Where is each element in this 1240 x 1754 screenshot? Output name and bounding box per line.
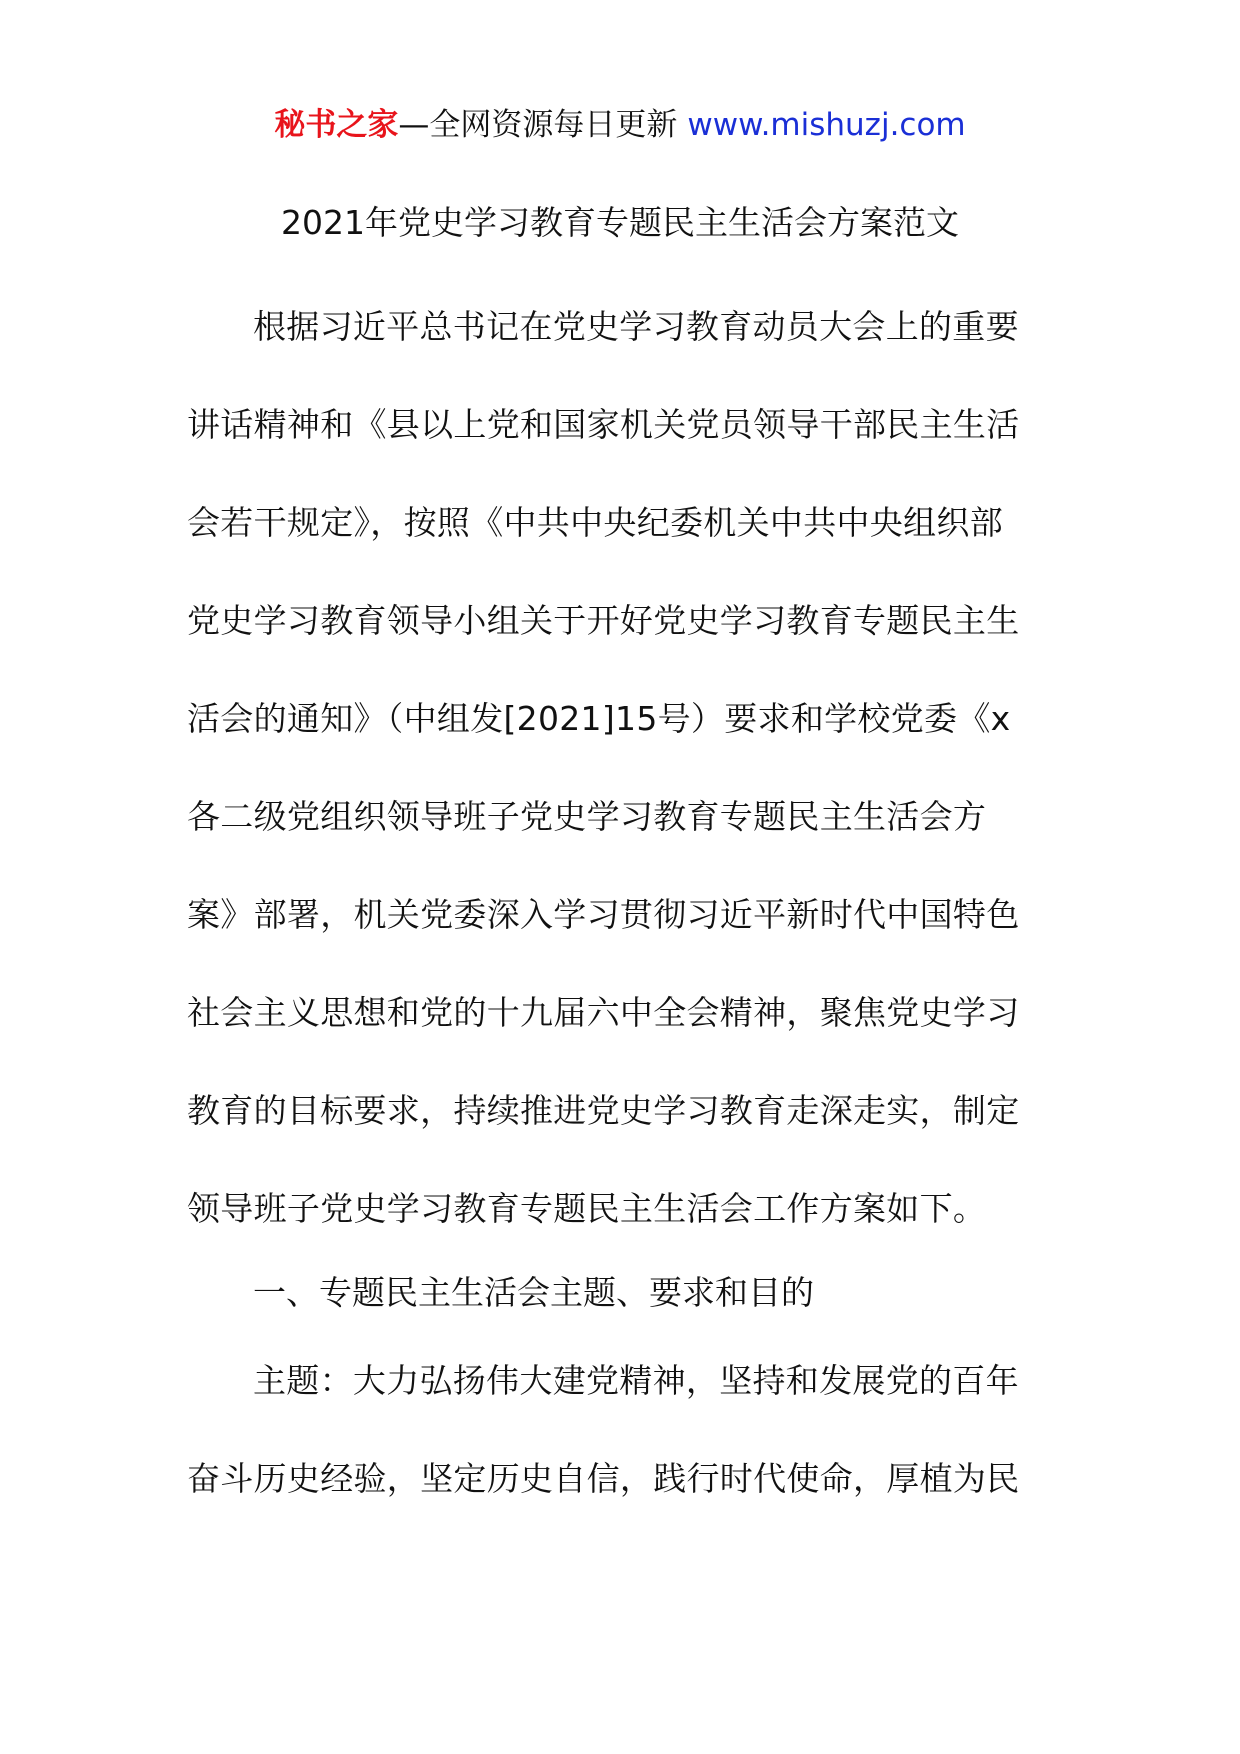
paragraph-line: 领导班子党史学习教育专题民主生活会工作方案如下。 xyxy=(187,1189,987,1228)
paragraph-line: 教育的目标要求，持续推进党史学习教育走深走实，制定 xyxy=(187,1091,1020,1130)
site-brand: 秘书之家 xyxy=(274,107,399,143)
paragraph-line: 奋斗历史经验，坚定历史自信，践行时代使命，厚植为民 xyxy=(187,1459,1020,1498)
site-tagline: —全网资源每日更新 xyxy=(398,107,678,143)
site-header xyxy=(0,100,1240,150)
section-heading-1: 一、专题民主生活会主题、要求和目的 xyxy=(253,1273,814,1312)
paragraph-1 xyxy=(187,302,1055,1282)
paragraph-2 xyxy=(187,1356,1055,1552)
paragraph-line: 党史学习教育领导小组关于开好党史学习教育专题民主生 xyxy=(187,601,1020,640)
paragraph-line: 各二级党组织领导班子党史学习教育专题民主生活会方 xyxy=(187,797,987,836)
paragraph-line: 活会的通知》（中组发[2021]15号）要求和学校党委《x xyxy=(187,699,1011,738)
paragraph-line: 社会主义思想和党的十九届六中全会精神，聚焦党史学习 xyxy=(187,993,1020,1032)
paragraph-line: 讲话精神和《县以上党和国家机关党员领导干部民主生活 xyxy=(187,405,1020,444)
paragraph-line: 主题：大力弘扬伟大建党精神，坚持和发展党的百年 xyxy=(253,1361,1019,1400)
paragraph-line: 案》部署，机关党委深入学习贯彻习近平新时代中国特色 xyxy=(187,895,1020,934)
document-title: 2021年党史学习教育专题民主生活会方案范文 xyxy=(281,203,959,242)
paragraph-line: 会若干规定》，按照《中共中央纪委机关中共中央组织部 xyxy=(187,503,1003,542)
paragraph-line: 根据习近平总书记在党史学习教育动员大会上的重要 xyxy=(253,307,1019,346)
site-url-link[interactable]: www.mishuzj.com xyxy=(687,107,966,143)
